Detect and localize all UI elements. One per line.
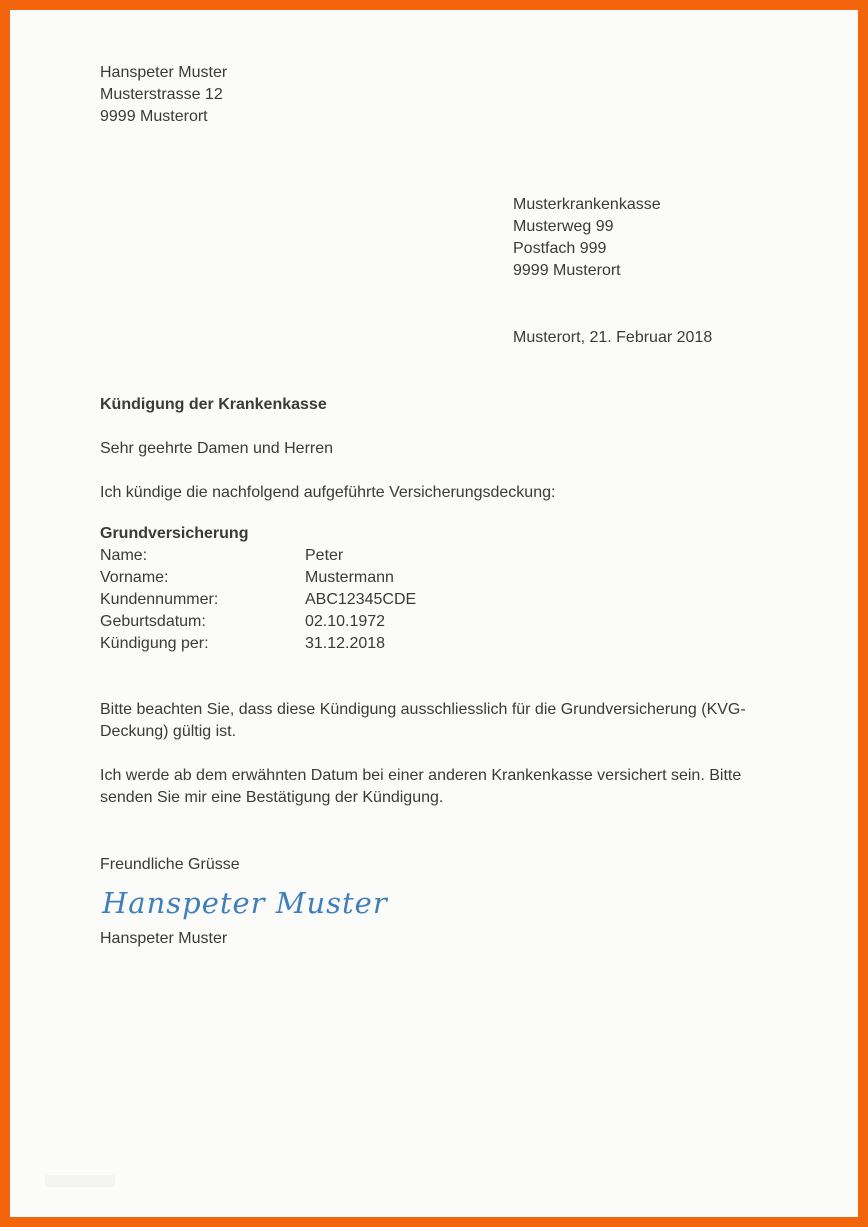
subject-line: Kündigung der Krankenkasse — [100, 396, 327, 413]
recipient-name: Musterkrankenkasse — [513, 196, 661, 213]
handwritten-signature: Hanspeter Muster — [102, 886, 388, 920]
policy-label: Kundennummer: — [100, 591, 219, 608]
intro-sentence: Ich kündige die nachfolgend aufgeführte Versicherungsdeckung: — [100, 484, 556, 501]
policy-row-geburtsdatum — [100, 611, 858, 633]
policy-value: 31.12.2018 — [305, 635, 386, 652]
closing-salutation: Freundliche Grüsse — [100, 856, 240, 873]
body-paragraph-kvg-note: Bitte beachten Sie, dass diese Kündigung ausschliesslich für die Grundversicherung (KVG-Deckung) gültig ist. — [100, 701, 746, 740]
policy-value: Peter — [305, 547, 344, 564]
policy-label: Kündigung per: — [100, 635, 209, 652]
body-paragraph-confirmation-request: Ich werde ab dem erwähnten Datum bei einer anderen Krankenkasse versichert sein. Bitte senden Sie mir eine Bestätigung der Kündigung. — [100, 767, 742, 806]
salutation: Sehr geehrte Damen und Herren — [100, 440, 334, 457]
policy-heading: Grundversicherung — [100, 525, 249, 542]
policy-row-vorname — [100, 567, 858, 589]
faint-watermark — [45, 1175, 115, 1187]
policy-value: 02.10.1972 — [305, 613, 386, 630]
sender-street: Musterstrasse 12 — [100, 86, 223, 103]
policy-row-kundennummer — [100, 589, 858, 611]
sender-address-block — [100, 10, 858, 128]
policy-value: ABC12345CDE — [305, 591, 417, 608]
policy-row-kuendigung-per — [100, 633, 858, 655]
policy-row-name — [100, 545, 858, 567]
policy-value: Mustermann — [305, 569, 394, 586]
recipient-city: 9999 Musterort — [513, 262, 621, 279]
letter-body — [10, 10, 858, 1217]
policy-label: Geburtsdatum: — [100, 613, 206, 630]
sender-name: Hanspeter Muster — [100, 64, 228, 81]
policy-label: Name: — [100, 547, 148, 564]
policy-details-block — [100, 523, 858, 655]
recipient-street: Musterweg 99 — [513, 218, 614, 235]
typed-signature-name: Hanspeter Muster — [100, 930, 228, 947]
recipient-address-block — [513, 194, 858, 282]
policy-label: Vorname: — [100, 569, 169, 586]
recipient-pobox: Postfach 999 — [513, 240, 607, 257]
sender-city: 9999 Musterort — [100, 108, 208, 125]
place-and-date: Musterort, 21. Februar 2018 — [513, 329, 713, 346]
